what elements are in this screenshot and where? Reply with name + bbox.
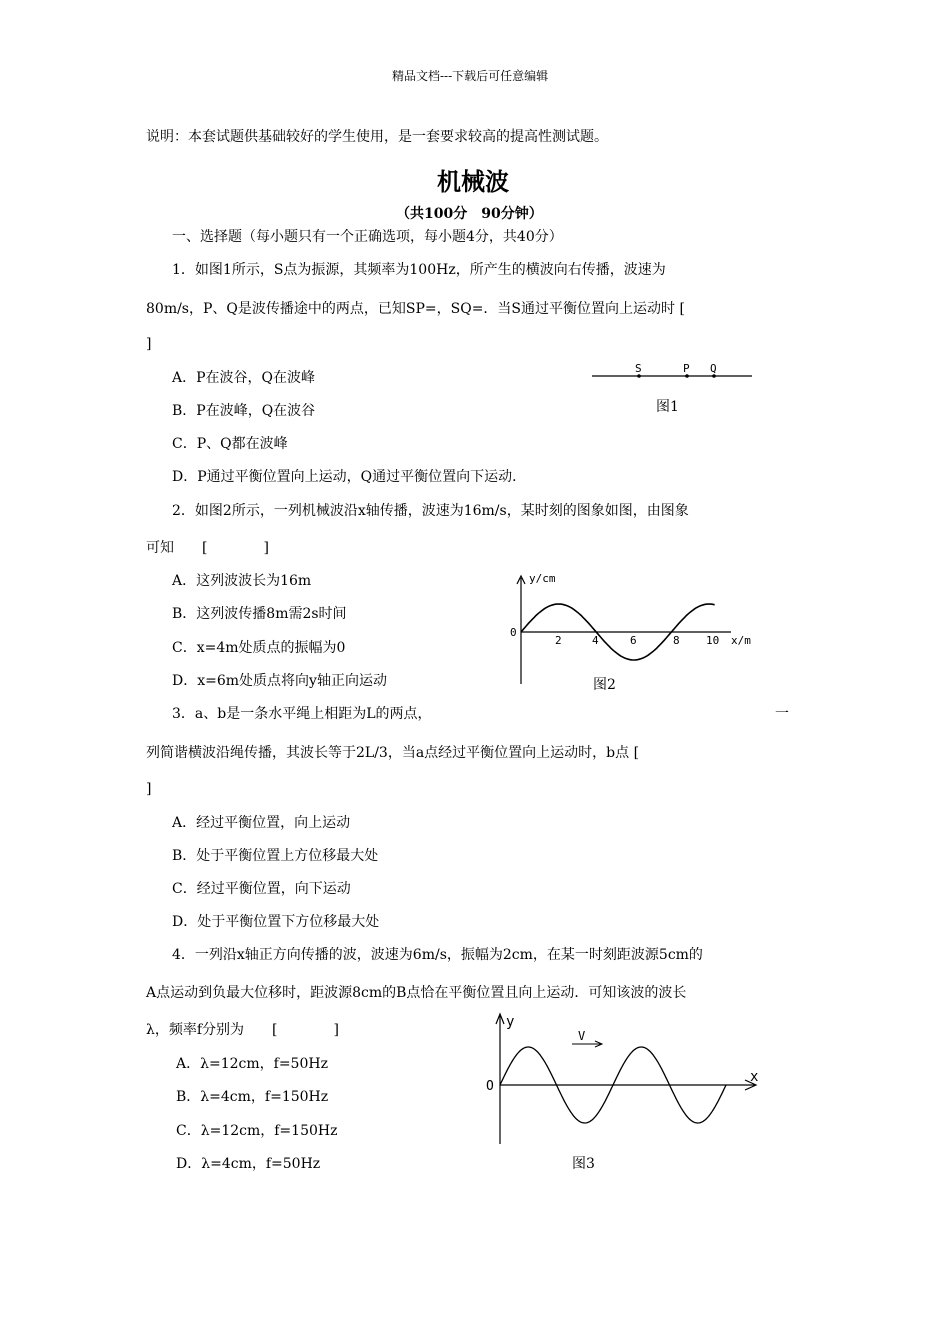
q3-option-d: D．处于平衡位置下方位移最大处 bbox=[172, 914, 380, 930]
q3-line1-end: 一 bbox=[775, 706, 789, 722]
fig2-tick-10: 10 bbox=[706, 634, 720, 647]
fig3-origin: O bbox=[486, 1079, 494, 1094]
q1-option-d: D．P通过平衡位置向上运动，Q通过平衡位置向下运动． bbox=[172, 469, 527, 485]
q2-option-c: C．x=4m处质点的振幅为0 bbox=[172, 640, 346, 656]
fig2-y-label: y/cm bbox=[529, 572, 556, 585]
q3-option-b: B．处于平衡位置上方位移最大处 bbox=[172, 848, 379, 864]
fig2-x-label: x/m bbox=[731, 634, 751, 647]
q2-line2: 可知 [ ] bbox=[146, 540, 269, 556]
q4-option-d: D．λ=4cm，f=50Hz bbox=[176, 1156, 321, 1172]
q1-line1: 1．如图1所示，S点为振源，其频率为100Hz，所产生的横波向右传播，波速为 bbox=[172, 262, 666, 278]
section-heading: 一、选择题（每小题只有一个正确选项，每小题4分，共40分） bbox=[172, 229, 563, 245]
q3-line1: 3．a、b是一条水平绳上相距为L的两点， bbox=[172, 706, 432, 722]
q4-option-a: A．λ=12cm，f=50Hz bbox=[176, 1056, 328, 1072]
q1-line2: 80m/s，P、Q是波传播途中的两点，已知SP=，SQ=．当S通过平衡位置向上运动时 [ bbox=[146, 301, 685, 317]
instruction-note: 说明：本套试题供基础较好的学生使用，是一套要求较高的提高性测试题。 bbox=[146, 129, 608, 145]
q4-option-c: C．λ=12cm，f=150Hz bbox=[176, 1123, 338, 1139]
q3-line2: 列简谐横波沿绳传播，其波长等于2L/3，当a点经过平衡位置向上运动时，b点 [ bbox=[146, 745, 640, 761]
fig2-tick-8: 8 bbox=[673, 634, 680, 647]
page-title: 机械波 bbox=[437, 168, 509, 196]
fig3-x-label: x bbox=[750, 1069, 759, 1085]
fig2-caption: 图2 bbox=[593, 677, 616, 693]
figure-2 bbox=[505, 570, 765, 693]
q3-option-c: C．经过平衡位置，向下运动 bbox=[172, 881, 351, 897]
fig2-tick-4: 4 bbox=[592, 634, 599, 647]
fig2-tick-6: 6 bbox=[630, 634, 637, 647]
q3-line3: ] bbox=[146, 781, 152, 797]
fig3-v-label: V bbox=[578, 1029, 586, 1043]
q4-option-b: B．λ=4cm，f=150Hz bbox=[176, 1089, 329, 1105]
figure-3 bbox=[480, 1010, 780, 1150]
q4-line2: A点运动到负最大位移时，距波源8cm的B点恰在平衡位置且向上运动．可知该波的波长 bbox=[146, 985, 687, 1001]
page-header: 精品文档---下载后可任意编辑 bbox=[392, 69, 549, 83]
fig1-caption: 图1 bbox=[656, 399, 679, 415]
q2-option-a: A．这列波波长为16m bbox=[172, 573, 312, 589]
q4-line3: λ，频率f分别为 [ ] bbox=[146, 1022, 339, 1038]
fig1-label-q: Q bbox=[710, 362, 717, 375]
q1-option-c: C．P、Q都在波峰 bbox=[172, 436, 288, 452]
fig1-label-s: S bbox=[635, 362, 642, 375]
q2-line1: 2．如图2所示，一列机械波沿x轴传播，波速为16m/s，某时刻的图象如图，由图象 bbox=[172, 503, 689, 519]
fig2-tick-2: 2 bbox=[555, 634, 562, 647]
fig3-y-label: y bbox=[506, 1014, 515, 1030]
fig3-caption: 图3 bbox=[572, 1156, 595, 1172]
q1-option-a: A．P在波谷，Q在波峰 bbox=[172, 370, 316, 386]
q2-option-d: D．x=6m处质点将向y轴正向运动 bbox=[172, 673, 387, 689]
q2-option-b: B．这列波传播8m需2s时间 bbox=[172, 606, 347, 622]
fig1-label-p: P bbox=[683, 362, 690, 375]
q4-line1: 4．一列沿x轴正方向传播的波，波速为6m/s，振幅为2cm，在某一时刻距波源5cm的 bbox=[172, 947, 703, 963]
fig2-origin: 0 bbox=[510, 626, 517, 639]
q1-line3: ] bbox=[146, 336, 152, 352]
q1-option-b: B．P在波峰，Q在波谷 bbox=[172, 403, 316, 419]
q3-option-a: A．经过平衡位置，向上运动 bbox=[172, 815, 351, 831]
subtitle: （共100分 90分钟） bbox=[396, 206, 543, 222]
